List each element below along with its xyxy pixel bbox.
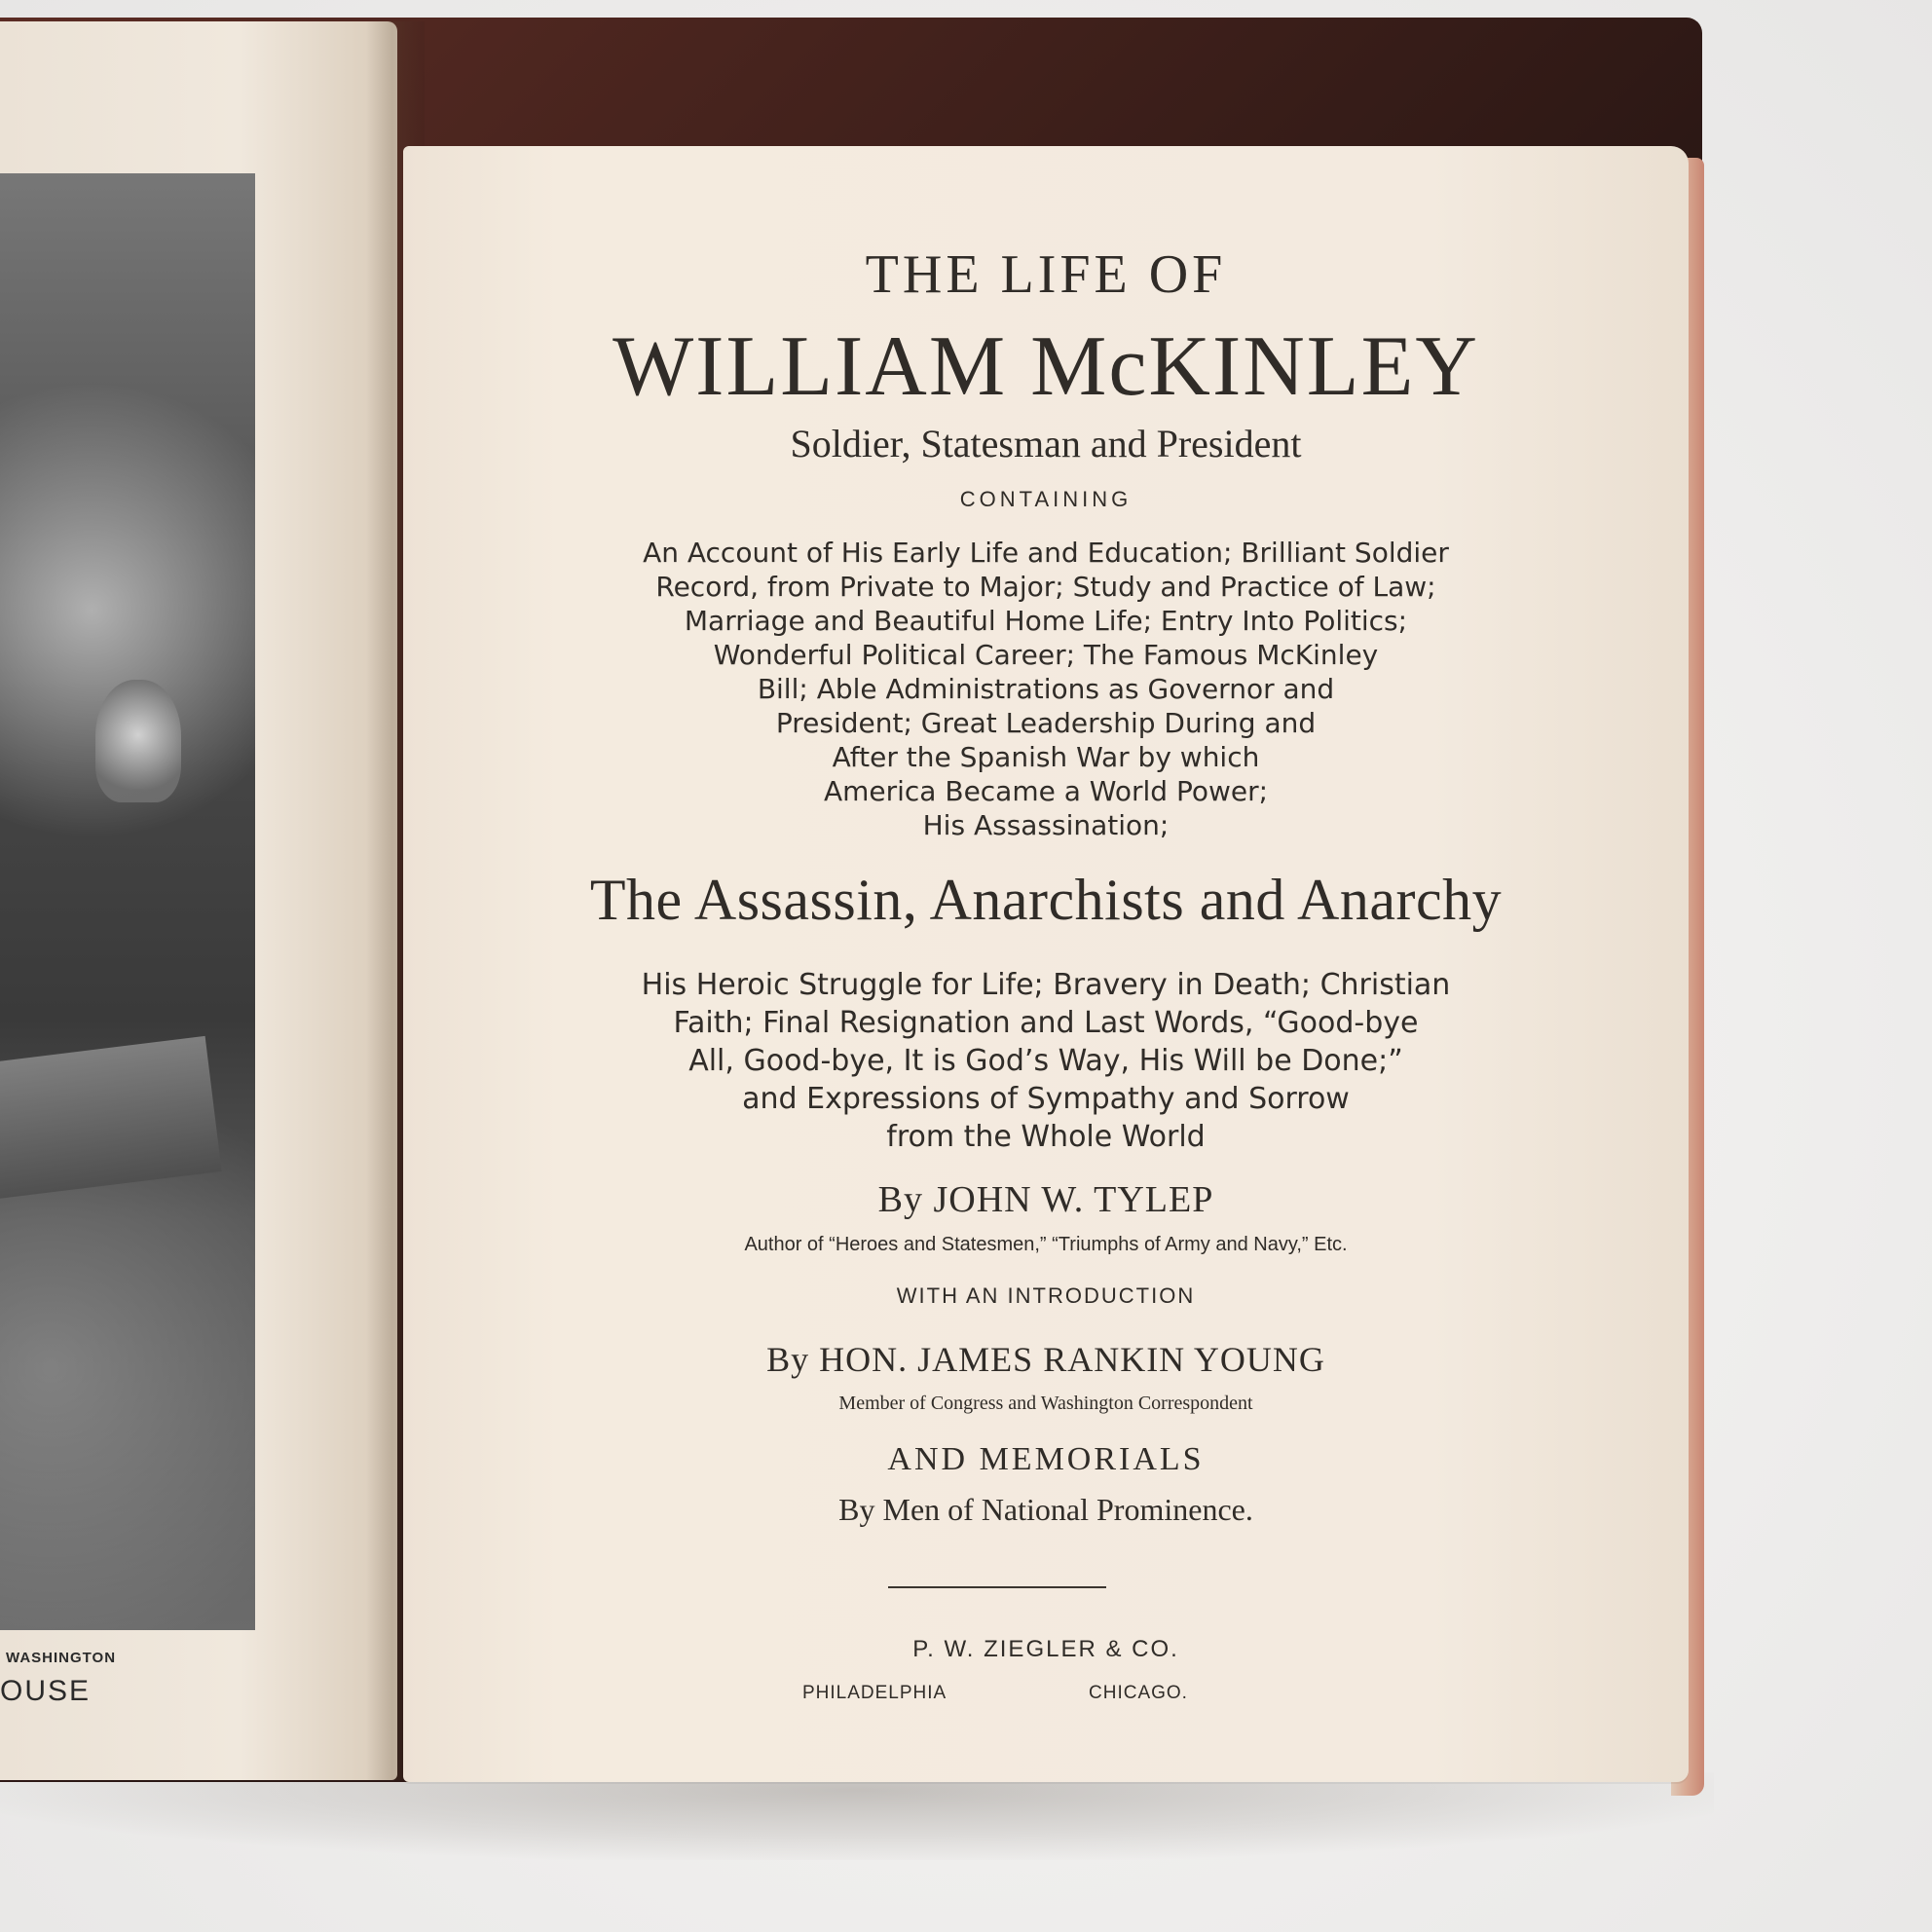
description-line-9: His Assassination;: [922, 809, 1170, 841]
publisher-name: P. W. ZIEGLER & CO.: [912, 1636, 1179, 1662]
description-paragraph: [403, 536, 1689, 842]
memorials-heading: AND MEMORIALS: [887, 1441, 1205, 1477]
description-line-4: Wonderful Political Career; The Famous McKinley: [713, 639, 1379, 671]
author-line: By JOHN W. TYLEP: [877, 1179, 1214, 1220]
frontispiece-caption-small: WASHINGTON: [6, 1650, 117, 1666]
subtitle-line: Soldier, Statesman and President: [790, 422, 1302, 465]
description-line-2: Record, from Private to Major; Study and Practice of Law;: [655, 571, 1436, 603]
left-page: [0, 21, 397, 1780]
struggle-line-1: His Heroic Struggle for Life; Bravery in Death; Christian: [641, 968, 1451, 1002]
struggle-paragraph: [403, 966, 1689, 1156]
title-page-text-block: [403, 146, 1689, 1782]
book-shadow: [0, 1772, 1714, 1860]
title-line-name: WILLIAM McKINLEY: [613, 319, 1479, 414]
publisher-city-chicago: CHICAGO.: [1089, 1683, 1188, 1703]
struggle-line-2: Faith; Final Resignation and Last Words, “Good-bye: [673, 1006, 1419, 1040]
introduction-author: By HON. JAMES RANKIN YOUNG: [766, 1340, 1325, 1379]
author-credits: Author of “Heroes and Statesmen,” “Triumphs of Army and Navy,” Etc.: [744, 1234, 1348, 1255]
title-line-life-of: THE LIFE OF: [865, 244, 1227, 305]
introduction-label: WITH AN INTRODUCTION: [896, 1283, 1196, 1308]
frontispiece-caption-large: OUSE: [0, 1675, 92, 1707]
description-line-6: President; Great Leadership During and: [775, 707, 1317, 739]
frontispiece-photo: [0, 173, 255, 1630]
publisher-city-philadelphia: PHILADELPHIA: [802, 1683, 947, 1703]
assassin-heading: The Assassin, Anarchists and Anarchy: [589, 868, 1503, 932]
title-divider: [888, 1586, 1106, 1588]
description-line-1: An Account of His Early Life and Education; Brilliant Soldier: [643, 537, 1449, 569]
struggle-line-5: from the Whole World: [886, 1120, 1206, 1154]
description-line-8: America Became a World Power;: [823, 775, 1269, 807]
introduction-author-credentials: Member of Congress and Washington Correspondent: [838, 1393, 1253, 1414]
title-page: [403, 146, 1689, 1782]
struggle-line-4: and Expressions of Sympathy and Sorrow: [742, 1082, 1350, 1116]
description-line-7: After the Spanish War by which: [832, 741, 1260, 773]
description-line-5: Bill; Able Administrations as Governor and: [757, 673, 1335, 705]
struggle-line-3: All, Good-bye, It is God’s Way, His Will be Done;”: [688, 1044, 1403, 1078]
description-line-3: Marriage and Beautiful Home Life; Entry Into Politics;: [684, 605, 1408, 637]
memorials-byline: By Men of National Prominence.: [838, 1492, 1253, 1527]
containing-label: CONTAINING: [959, 487, 1133, 511]
